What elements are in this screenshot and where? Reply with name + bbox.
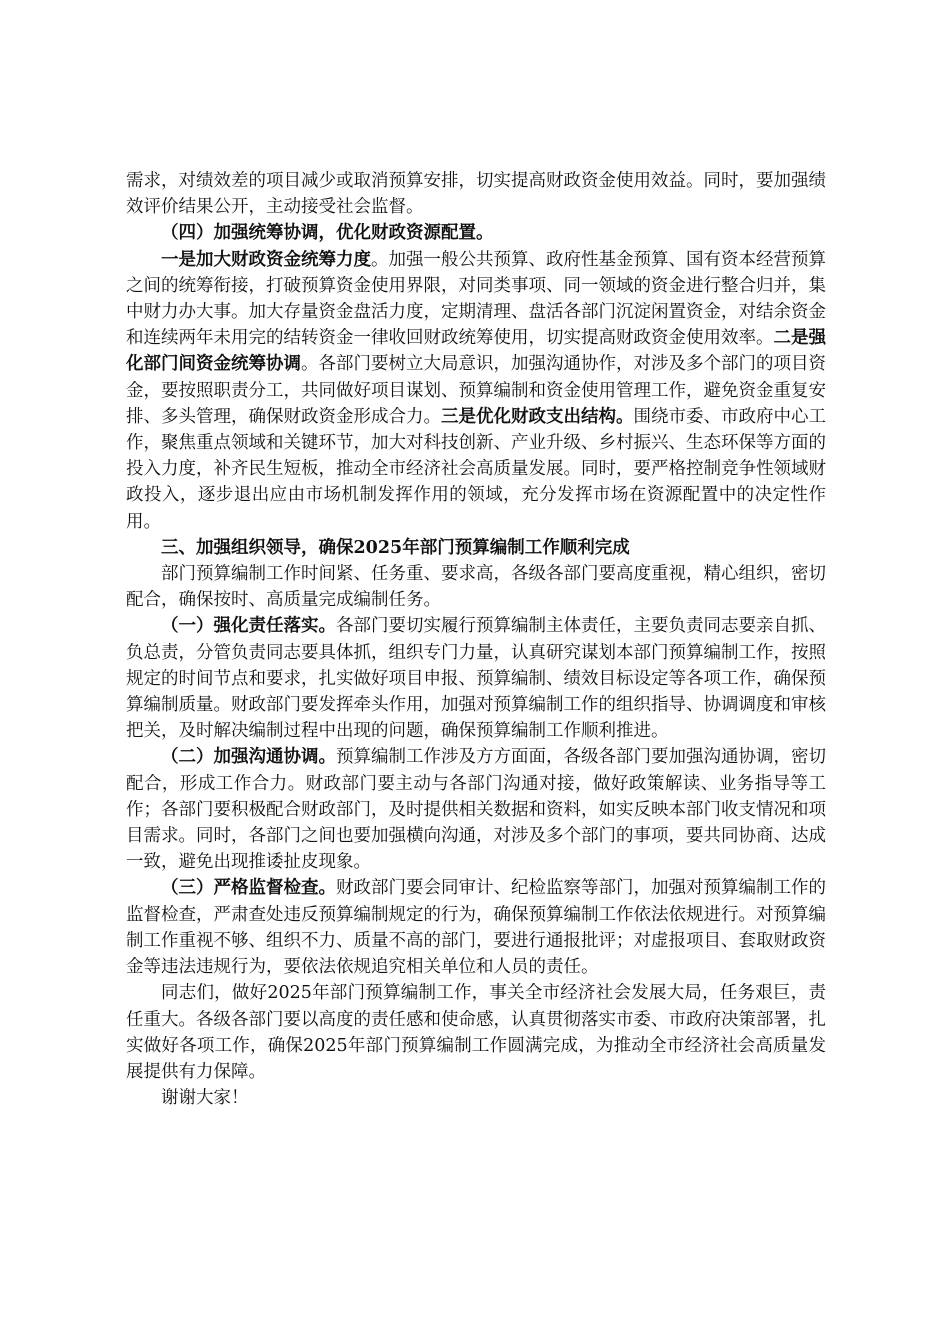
section-heading-4: （四）加强统筹协调，优化财政资源配置。	[161, 223, 494, 244]
item-1-heading: （一）强化责任落实。	[161, 616, 336, 637]
paragraph-intro: 部门预算编制工作时间紧、任务重、要求高，各级各部门要高度重视，精心组织，密切配合，确保按时、高质量完成编制任务。	[126, 564, 826, 611]
item-2-heading: （二）加强沟通协调。	[161, 747, 336, 768]
paragraph-closing: 同志们，做好2025年部门预算编制工作，事关全市经济社会发展大局，任务艰巨，责任重大。各级各部门要以高度的责任感和使命感，认真贯彻落实市委、市政府决策部署，扎实做好各项工作，确保2025年部门预算编制工作圆满完成，为推动全市经济社会高质量发展提供有力保障。	[126, 983, 826, 1082]
point-1-text: 。加强一般公共预算、政府性基金预算、国有资本经营预算之间的统筹衔接，打破预算资金使用界限，对同类事项、同一领域的资金进行整合归并，集中财力办大事。加大存量资金盘活力度，定期清理、盘活各部门沉淀闲置资金，对结余资金和连续两年未用完的结转资金一律收回财政统筹使用，切实提高财政资金使用效率。	[126, 249, 826, 349]
item-1-text: 各部门要切实履行预算编制主体责任，主要负责同志要亲自抓、负总责，分管负责同志要具体抓，组织专门力量，认真研究谋划本部门预算编制工作，按照规定的时间节点和要求，扎实做好项目申报、预算编制、绩效目标设定等各项工作，确保预算编制质量。财政部门要发挥牵头作用，加强对预算编制工作的组织指导、协调调度和审核把关，及时解决编制过程中出现的问题，确保预算编制工作顺利推进。	[126, 616, 826, 742]
document-body	[126, 168, 826, 1111]
part-heading-3: 三、加强组织领导，确保2025年部门预算编制工作顺利完成	[161, 537, 630, 558]
item-2-text: 预算编制工作涉及方方面面，各级各部门要加强沟通协调，密切配合，形成工作合力。财政部门要主动与各部门沟通对接，做好政策解读、业务指导等工作；各部门要积极配合财政部门，及时提供相关数据和资料，如实反映本部门收支情况和项目需求。同时，各部门之间也要加强横向沟通，对涉及多个部门的事项，要共同协商、达成一致，避免出现推诿扯皮现象。	[126, 747, 826, 873]
point-3-heading: 三是优化财政支出结构。	[441, 406, 634, 427]
item-3-text: 财政部门要会同审计、纪检监察等部门，加强对预算编制工作的监督检查，严肃查处违反预算编制规定的行为，确保预算编制工作依法依规进行。对预算编制工作重视不够、组织不力、质量不高的部门，要进行通报批评；对虚报项目、套取财政资金等违法违规行为，要依法依规追究相关单位和人员的责任。	[126, 878, 826, 978]
paragraph-communication	[126, 744, 826, 875]
paragraph-continuation: 需求，对绩效差的项目减少或取消预算安排，切实提高财政资金使用效益。同时，要加强绩效评价结果公开，主动接受社会监督。	[126, 171, 826, 218]
point-2-heading: 二是强化部门间资金统筹协调	[126, 328, 826, 375]
point-2-text: 。各部门要树立大局意识，加强沟通协作，对涉及多个部门的项目资金，要按照职责分工，共同做好项目谋划、预算编制和资金使用管理工作，避免资金重复安排、多头管理，确保财政资金形成合力。	[126, 354, 826, 427]
point-3-text: 围绕市委、市政府中心工作，聚焦重点领域和关键环节，加大对科技创新、产业升级、乡村振兴、生态环保等方面的投入力度，补齐民生短板，推动全市经济社会高质量发展。同时，要严格控制竞争性领域财政投入，逐步退出应由市场机制发挥作用的领域，充分发挥市场在资源配置中的决定性作用。	[126, 406, 826, 532]
paragraph-thanks: 谢谢大家！	[161, 1088, 249, 1109]
item-3-heading: （三）严格监督检查。	[161, 878, 336, 899]
point-1-heading: 一是加大财政资金统筹力度	[161, 249, 371, 270]
paragraph-responsibility	[126, 613, 826, 744]
paragraph-coordination	[126, 247, 826, 535]
paragraph-supervision	[126, 875, 826, 980]
